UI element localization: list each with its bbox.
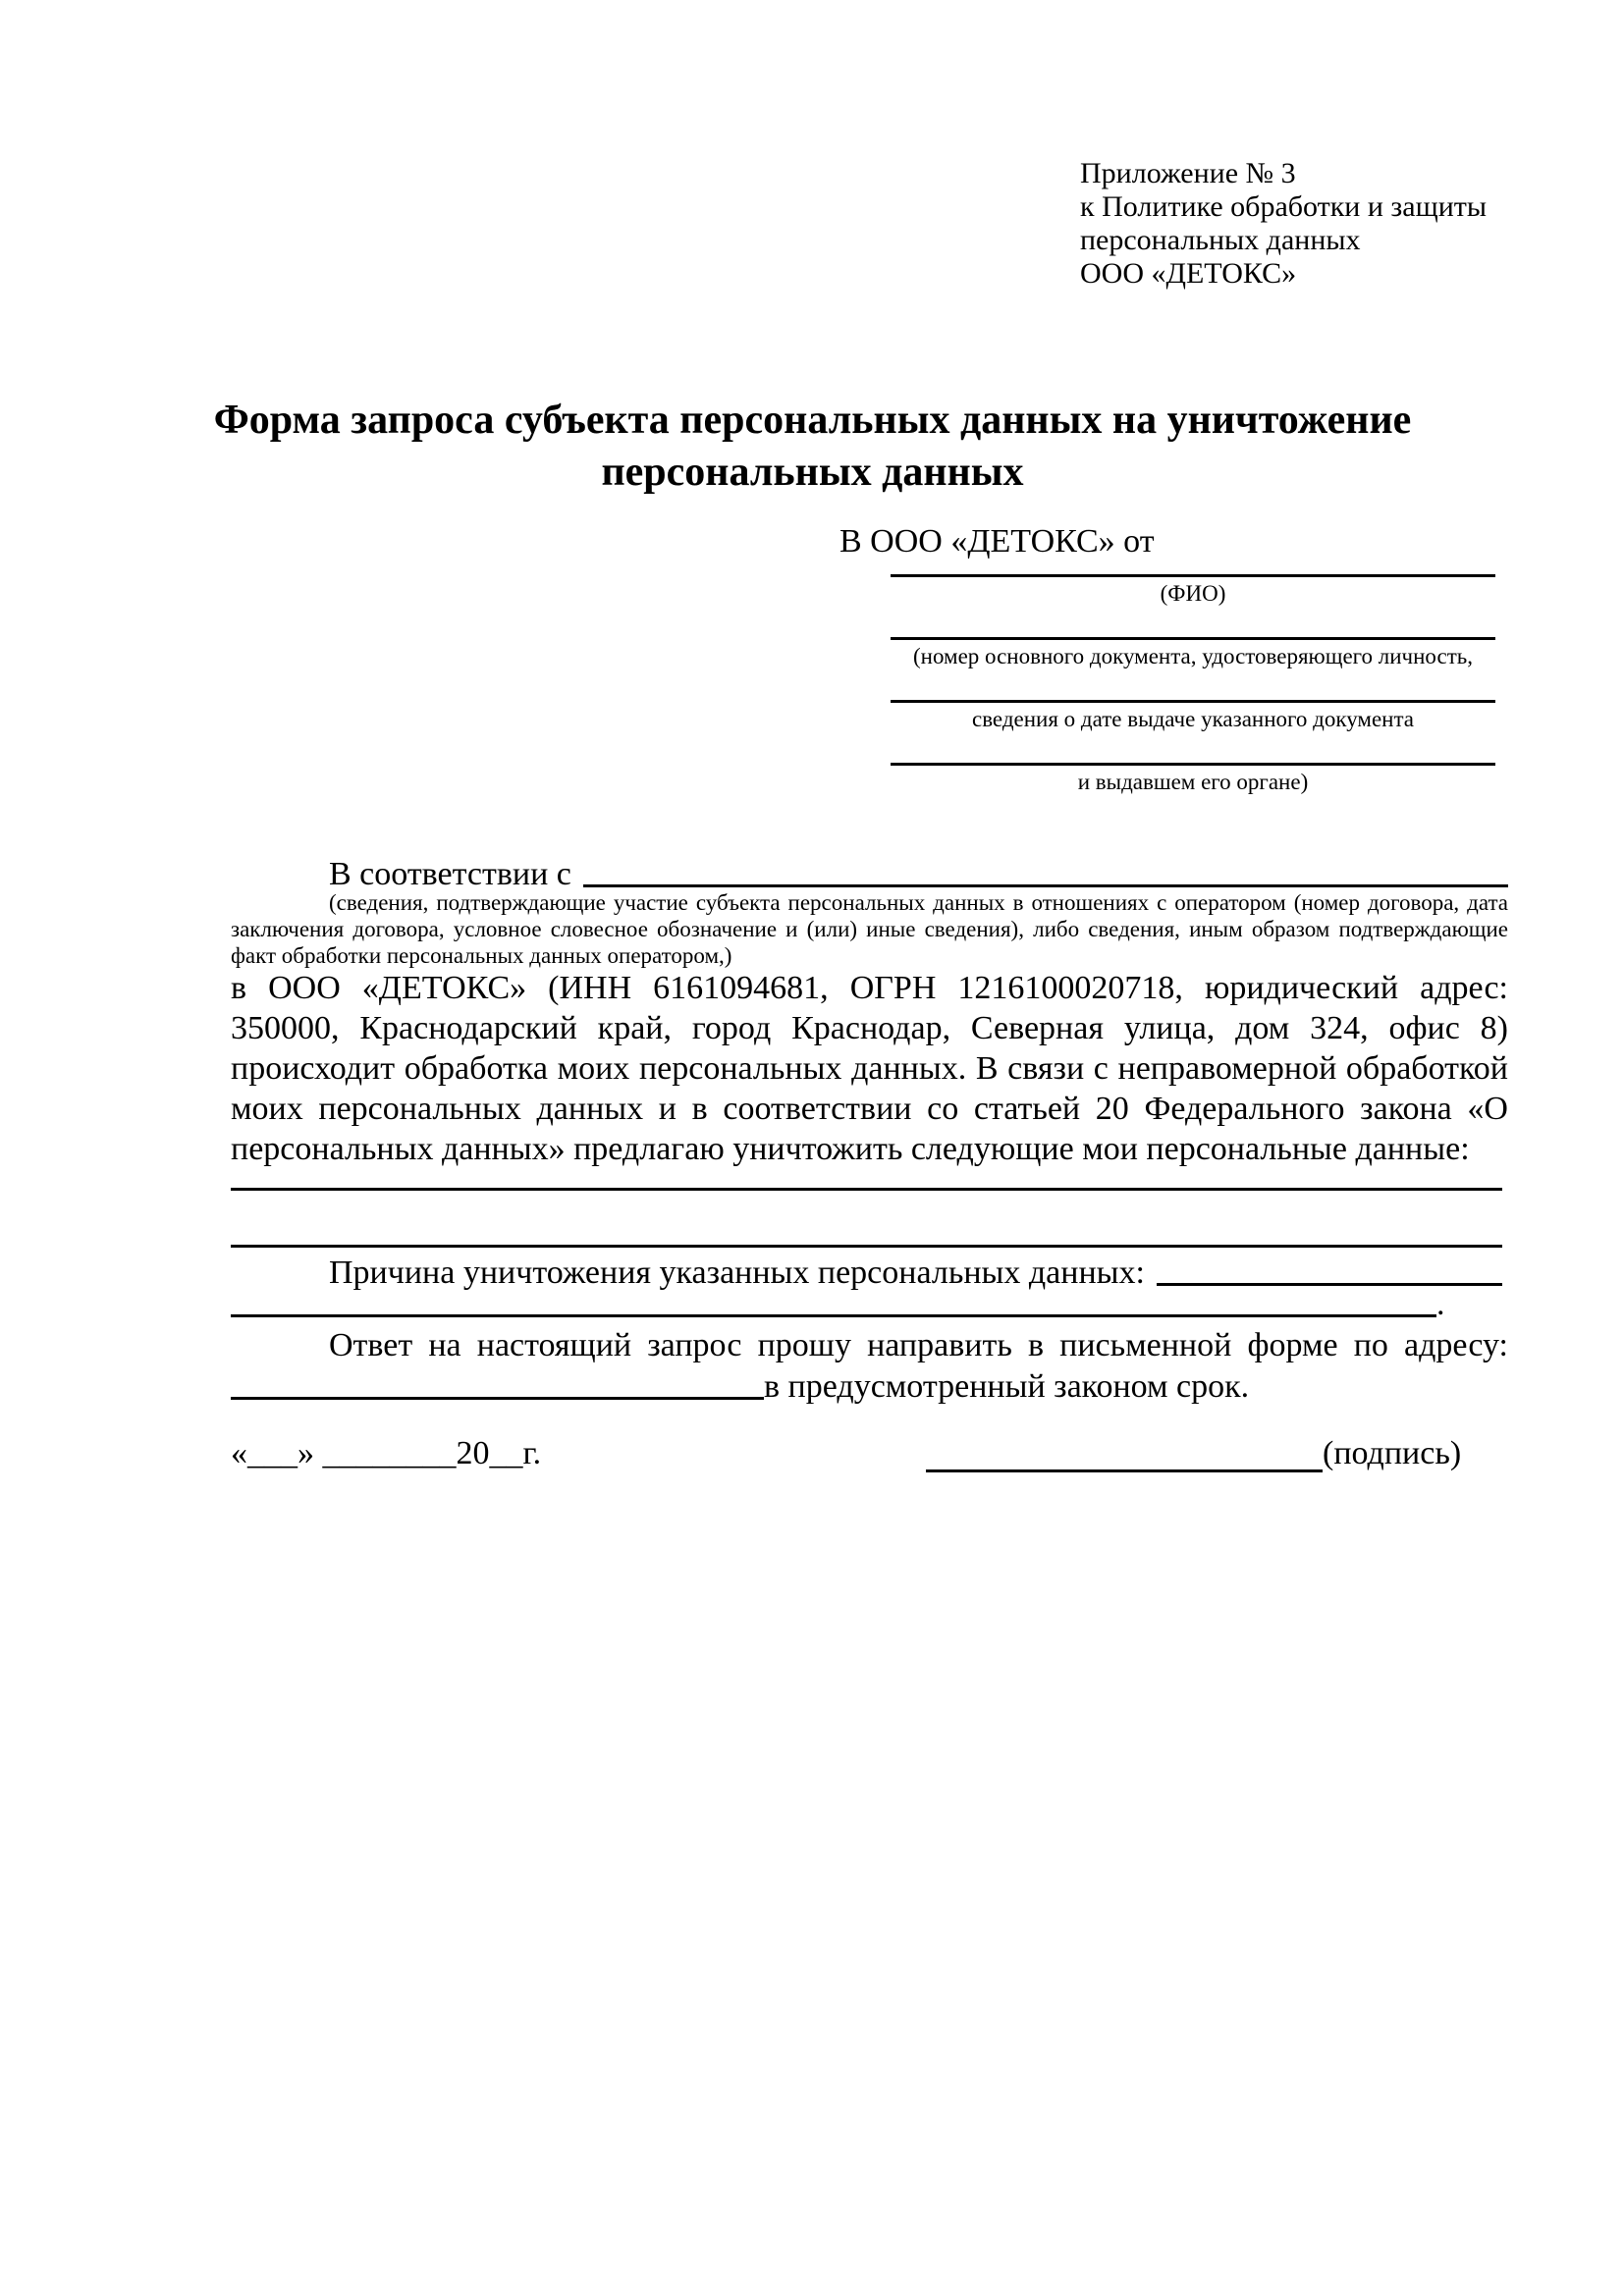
main-paragraph: в ООО «ДЕТОКС» (ИНН 6161094681, ОГРН 1216100020718, юридический адрес: 350000, Краснодарский край, город Краснодар, Северная улица, дом 324, офис 8) происходит обработка моих персональных данных. В связи с неправомерной обработкой моих персональных данных и в соответствии со статьей 20 Федерального закона «О персональных данных» предлагаю уничтожить следующие мои персональные данные: — [231, 970, 1508, 1167]
fio-caption: (ФИО) — [1160, 581, 1226, 606]
signature-blank-line — [926, 1469, 1323, 1472]
document-title-line1: Форма запроса субъекта персональных данных на уничтожение — [213, 398, 1412, 443]
issue-date-caption: сведения о дате выдаче указанного документа — [971, 707, 1415, 731]
response-address-row — [231, 1362, 1508, 1406]
data-blank-line-1 — [231, 1188, 1502, 1191]
reason-period: . — [1436, 1286, 1445, 1322]
appendix-header-line: персональных данных — [1080, 224, 1361, 256]
reason-continuation-row — [231, 1280, 1448, 1323]
appendix-header-line: ООО «ДЕТОКС» — [1080, 257, 1297, 290]
date-blank: «___» ________20__г. — [231, 1435, 542, 1471]
data-blank-line-2 — [231, 1245, 1502, 1248]
address-blank-line — [231, 1397, 764, 1400]
issue-date-blank-line — [891, 700, 1495, 703]
accordance-note: (сведения, подтверждающие участие субъекта персональных данных в отношениях с оператором (номер договора, дата заключения договора, условное словесное обозначение и (или) иные сведения), либо сведения, иным образом подтверждающие факт обработки персональных данных оператором,) — [231, 890, 1508, 968]
response-request-line: Ответ на настоящий запрос прошу направить в письменной форме по адресу: — [329, 1327, 1508, 1363]
signature-caption: (подпись) — [1323, 1435, 1462, 1471]
issuing-authority-caption: и выдавшем его органе) — [1077, 770, 1309, 794]
reason-blank-line-2 — [231, 1314, 1436, 1317]
accordance-blank-line — [583, 884, 1508, 887]
response-term-text: в предусмотренный законом срок. — [764, 1368, 1250, 1405]
issuing-authority-blank-line — [891, 763, 1495, 766]
appendix-header-line: к Политике обработки и защиты — [1080, 190, 1488, 223]
accordance-lead: В соответствии с — [329, 856, 571, 892]
appendix-header-line: Приложение № 3 — [1080, 157, 1296, 189]
document-title-line2: персональных данных — [601, 450, 1024, 495]
accordance-row — [329, 850, 1508, 893]
addressee-line: В ООО «ДЕТОКС» от — [839, 523, 1155, 560]
fio-blank-line — [891, 574, 1495, 577]
document-title — [157, 395, 1468, 499]
document-number-blank-line — [891, 637, 1495, 640]
appendix-header — [1080, 157, 1487, 291]
reason-label: Причина уничтожения указанных персональных данных: — [329, 1255, 1145, 1291]
document-number-caption: (номер основного документа, удостоверяющего личность, — [912, 644, 1473, 668]
